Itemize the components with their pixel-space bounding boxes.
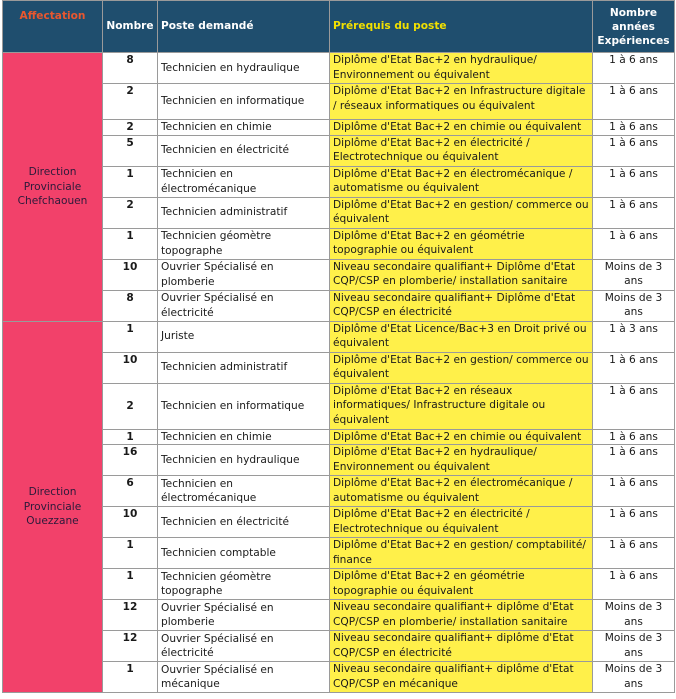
poste-cell: Technicien administratif [158, 197, 330, 228]
header-poste: Poste demandé [158, 1, 330, 53]
poste-cell: Technicien en informatique [158, 383, 330, 429]
experience-cell: 1 à 6 ans [593, 507, 675, 538]
nombre-cell: 1 [103, 166, 158, 197]
nombre-cell: 2 [103, 120, 158, 136]
header-row [3, 1, 675, 53]
nombre-cell: 10 [103, 507, 158, 538]
table-row [3, 84, 675, 120]
prerequis-cell: Diplôme d'Etat Bac+2 en gestion/ commerce ou équivalent [330, 352, 593, 383]
table-row [3, 538, 675, 569]
experience-cell: Moins de 3 ans [593, 259, 675, 290]
experience-cell: 1 à 6 ans [593, 53, 675, 84]
table-row [3, 259, 675, 290]
table-row [3, 383, 675, 429]
recruitment-table [2, 0, 675, 693]
prerequis-cell: Niveau secondaire qualifiant+ Diplôme d'Etat CQP/CSP en électricité [330, 290, 593, 321]
poste-cell: Ouvrier Spécialisé en plomberie [158, 600, 330, 631]
experience-cell: 1 à 6 ans [593, 569, 675, 600]
prerequis-cell: Diplôme d'Etat Bac+2 en hydraulique/ Environnement ou équivalent [330, 445, 593, 476]
table-row [3, 197, 675, 228]
nombre-cell: 1 [103, 662, 158, 693]
experience-cell: 1 à 6 ans [593, 166, 675, 197]
poste-cell: Technicien en électromécanique [158, 476, 330, 507]
poste-cell: Ouvrier Spécialisé en électricité [158, 631, 330, 662]
poste-cell: Technicien en hydraulique [158, 53, 330, 84]
affectation-cell: Direction Provinciale Chefchaouen [3, 53, 103, 322]
poste-cell: Technicien géomètre topographe [158, 228, 330, 259]
experience-cell: 1 à 6 ans [593, 538, 675, 569]
nombre-cell: 2 [103, 197, 158, 228]
poste-cell: Ouvrier Spécialisé en plomberie [158, 259, 330, 290]
poste-cell: Technicien géomètre topographe [158, 569, 330, 600]
table-row [3, 507, 675, 538]
table-row [3, 429, 675, 445]
experience-cell: 1 à 6 ans [593, 228, 675, 259]
nombre-cell: 12 [103, 631, 158, 662]
header-experience: Nombre années Expériences [593, 1, 675, 53]
poste-cell: Ouvrier Spécialisé en électricité [158, 290, 330, 321]
experience-cell: 1 à 6 ans [593, 476, 675, 507]
prerequis-cell: Diplôme d'Etat Bac+2 en géométrie topographie ou équivalent [330, 569, 593, 600]
nombre-cell: 8 [103, 290, 158, 321]
table-row [3, 53, 675, 84]
experience-cell: 1 à 6 ans [593, 197, 675, 228]
experience-cell: 1 à 3 ans [593, 321, 675, 352]
nombre-cell: 10 [103, 259, 158, 290]
header-nombre: Nombre [103, 1, 158, 53]
experience-cell: 1 à 6 ans [593, 352, 675, 383]
table-row [3, 135, 675, 166]
nombre-cell: 16 [103, 445, 158, 476]
experience-cell: 1 à 6 ans [593, 445, 675, 476]
experience-cell: 1 à 6 ans [593, 135, 675, 166]
table-row [3, 476, 675, 507]
experience-cell: 1 à 6 ans [593, 383, 675, 429]
poste-cell: Technicien en électricité [158, 135, 330, 166]
poste-cell: Technicien en informatique [158, 84, 330, 120]
nombre-cell: 1 [103, 538, 158, 569]
nombre-cell: 2 [103, 84, 158, 120]
experience-cell: 1 à 6 ans [593, 429, 675, 445]
poste-cell: Technicien en électromécanique [158, 166, 330, 197]
poste-cell: Technicien en chimie [158, 429, 330, 445]
table-row [3, 631, 675, 662]
nombre-cell: 2 [103, 383, 158, 429]
table-row [3, 290, 675, 321]
nombre-cell: 8 [103, 53, 158, 84]
table-row [3, 352, 675, 383]
header-affectation: Affectation [3, 1, 103, 53]
poste-cell: Technicien administratif [158, 352, 330, 383]
affectation-cell: Direction Provinciale Ouezzane [3, 321, 103, 693]
table-row [3, 445, 675, 476]
table-row [3, 166, 675, 197]
prerequis-cell: Diplôme d'Etat Bac+2 en Infrastructure digitale / réseaux informatiques ou équivalent [330, 84, 593, 120]
experience-cell: Moins de 3 ans [593, 600, 675, 631]
prerequis-cell: Diplôme d'Etat Bac+2 en réseaux informatiques/ Infrastructure digitale ou équivalent [330, 383, 593, 429]
experience-cell: 1 à 6 ans [593, 120, 675, 136]
prerequis-cell: Diplôme d'Etat Bac+2 en électricité / Electrotechnique ou équivalent [330, 507, 593, 538]
nombre-cell: 1 [103, 429, 158, 445]
header-prerequis: Prérequis du poste [330, 1, 593, 53]
nombre-cell: 1 [103, 228, 158, 259]
nombre-cell: 1 [103, 321, 158, 352]
prerequis-cell: Diplôme d'Etat Bac+2 en gestion/ commerce ou équivalent [330, 197, 593, 228]
nombre-cell: 1 [103, 569, 158, 600]
table-row [3, 569, 675, 600]
nombre-cell: 5 [103, 135, 158, 166]
poste-cell: Juriste [158, 321, 330, 352]
prerequis-cell: Diplôme d'Etat Bac+2 en électromécanique / automatisme ou équivalent [330, 476, 593, 507]
experience-cell: Moins de 3 ans [593, 290, 675, 321]
poste-cell: Ouvrier Spécialisé en mécanique [158, 662, 330, 693]
experience-cell: Moins de 3 ans [593, 631, 675, 662]
nombre-cell: 6 [103, 476, 158, 507]
poste-cell: Technicien en chimie [158, 120, 330, 136]
experience-cell: 1 à 6 ans [593, 84, 675, 120]
prerequis-cell: Niveau secondaire qualifiant+ Diplôme d'Etat CQP/CSP en plomberie/ installation sanitaire [330, 259, 593, 290]
experience-cell: Moins de 3 ans [593, 662, 675, 693]
prerequis-cell: Diplôme d'Etat Bac+2 en géométrie topographie ou équivalent [330, 228, 593, 259]
table-row [3, 120, 675, 136]
prerequis-cell: Diplôme d'Etat Bac+2 en chimie ou équivalent [330, 429, 593, 445]
prerequis-cell: Diplôme d'Etat Bac+2 en gestion/ comptabilité/ finance [330, 538, 593, 569]
prerequis-cell: Diplôme d'Etat Bac+2 en électricité / Electrotechnique ou équivalent [330, 135, 593, 166]
prerequis-cell: Niveau secondaire qualifiant+ diplôme d'Etat CQP/CSP en plomberie/ installation sanitaire [330, 600, 593, 631]
table-row [3, 662, 675, 693]
prerequis-cell: Diplôme d'Etat Licence/Bac+3 en Droit privé ou équivalent [330, 321, 593, 352]
nombre-cell: 12 [103, 600, 158, 631]
table-row [3, 228, 675, 259]
prerequis-cell: Diplôme d'Etat Bac+2 en chimie ou équivalent [330, 120, 593, 136]
table-row [3, 321, 675, 352]
prerequis-cell: Diplôme d'Etat Bac+2 en électromécanique / automatisme ou équivalent [330, 166, 593, 197]
table-row [3, 600, 675, 631]
poste-cell: Technicien comptable [158, 538, 330, 569]
prerequis-cell: Diplôme d'Etat Bac+2 en hydraulique/ Environnement ou équivalent [330, 53, 593, 84]
nombre-cell: 10 [103, 352, 158, 383]
poste-cell: Technicien en hydraulique [158, 445, 330, 476]
poste-cell: Technicien en électricité [158, 507, 330, 538]
prerequis-cell: Niveau secondaire qualifiant+ diplôme d'Etat CQP/CSP en mécanique [330, 662, 593, 693]
prerequis-cell: Niveau secondaire qualifiant+ diplôme d'Etat CQP/CSP en électricité [330, 631, 593, 662]
